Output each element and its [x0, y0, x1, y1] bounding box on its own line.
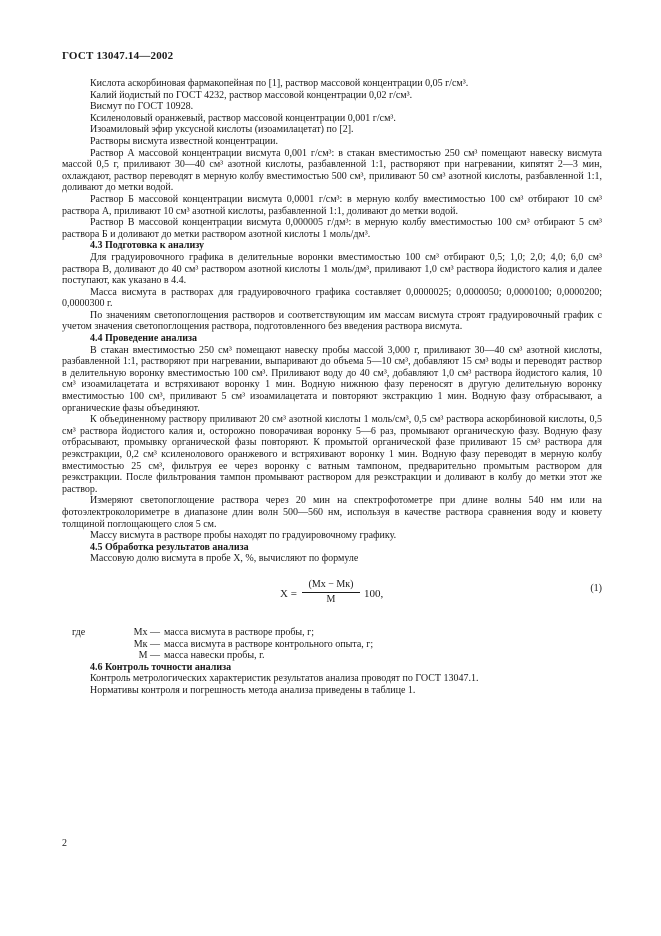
- formula-block: [62, 575, 602, 623]
- formula-lhs: X =: [280, 587, 297, 600]
- paragraph: Измеряют светопоглощение раствора через 20 мин на спектрофотометре при длине волны 540 нм или на фотоэлектроколориметре в диапазоне длин волн 500—560 нм, используя в качестве раствора сравнения воду и кювету толщиной поглощающего слоя 5 см.: [62, 495, 602, 530]
- reagent-line: Ксиленоловый оранжевый, раствор массовой концентрации 0,001 г/см³.: [90, 112, 396, 124]
- solution-b-paragraph: Раствор Б массовой концентрации висмута 0,0001 г/см³: в мерную колбу вместимостью 100 см³ отбирают 10 см³ раствора А, приливают 10 см³ азотной кислоты, разбавленной 1:1, доливают до метки водой.: [62, 193, 602, 217]
- document-page: [62, 50, 602, 697]
- formula-intro: Массовую долю висмута в пробе X, %, вычисляют по формуле: [90, 553, 359, 565]
- formula-legend: [62, 627, 602, 662]
- legend-text: масса навески пробы, г.: [164, 650, 265, 662]
- reagent-line: Висмут по ГОСТ 10928.: [90, 101, 194, 113]
- formula-fraction: [302, 579, 360, 605]
- paragraph: К объединенному раствору приливают 20 см³ азотной кислоты 1 моль/см³, 0,5 см³ раствора аскорбиновой кислоты, 0,5 см³ раствора йодистого калия и, осторожно поворачивая воронку 5—6 раз, промывают органическую фазу. Водную фазу отбрасывают, промывку органической фазы повторяют. К промытой органической фазе приливают 15 см³ раствора для реэкстракции, 0,2 см³ ксиленолового оранжевого и встряхивают воронку 1 мин. Водную фазу переводят в мерную колбу вместимостью 25 см³, фильтруя ее через воронку с ватным тампоном, предварительно промытым раствором для реэкстракции. После фильтрования тампон промывают раствором для реэкстракции и доливают в колбу до метки этот же раствор.: [62, 414, 602, 495]
- formula-numerator: (Mx − Mк): [302, 579, 360, 593]
- paragraph: Нормативы контроля и погрешность метода анализа приведены в таблице 1.: [90, 684, 416, 696]
- formula-factor: 100,: [364, 587, 384, 600]
- solution-c-paragraph: Раствор В массовой концентрации висмута 0,000005 г/дм³: в мерную колбу вместимостью 100 см³ отбирают 5 см³ раствора Б и доливают до метки раствором азотной кислоты 1 моль/дм³.: [62, 217, 602, 240]
- solution-a-paragraph: Раствор А массовой концентрации висмута 0,001 г/см³: в стакан вместимостью 250 см³ помещают навеску висмута массой 0,5 г, приливают 30—40 см³ азотной кислоты, разбавленной 1:1, растворяют при нагревании, кипятят 2—3 мин, охлаждают, раствор переводят в мерную колбу вместимостью 500 см³, приливают 50 см³ азотной кислоты, разбавленной 1:1, доливают до метки водой.: [62, 147, 602, 194]
- reagent-line: Кислота аскорбиновая фармакопейная по [1], раствор массовой концентрации 0,05 г/см³.: [90, 78, 469, 89]
- legend-lead: [62, 650, 124, 662]
- reagent-line: Растворы висмута известной концентрации.: [90, 135, 278, 147]
- paragraph: В стакан вместимостью 250 см³ помещают навеску пробы массой 3,000 г, приливают 30—40 см³ азотной кислоты, разбавленной 1:1, растворяют при нагревании, выпаривают до объема 5—10 см³, добавляют 15 см³ воды и переводят раствор в делительную воронку вместимостью 100 см³. Приливают воду до 40 см³, добавляют 1,0 см³ раствора йодистого калия, 10 см³ изоамилацетата и встряхивают воронку 1 мин. Водную нижнюю фазу переносят в другую делительную воронку вместимостью 100 см³, приливают 5 см³ изоамилацетата и повторяют экстракцию 1 мин. Водную фазу отбрасывают, а органические фазы объединяют.: [62, 344, 602, 414]
- reagent-line: Изоамиловый эфир уксусной кислоты (изоамилацетат) по [2].: [90, 124, 354, 136]
- legend-symbol: M —: [138, 650, 160, 662]
- legend-text: масса висмута в растворе пробы, г;: [164, 626, 315, 638]
- paragraph: Массу висмута в растворе пробы находят по градуировочному графику.: [90, 530, 397, 542]
- legend-text: масса висмута в растворе контрольного опыта, г;: [164, 638, 374, 650]
- legend-lead: где: [72, 626, 86, 638]
- legend-symbol: Mx —: [133, 626, 160, 638]
- section-heading-4-4: 4.4 Проведение анализа: [90, 333, 197, 345]
- formula-number: (1): [590, 582, 602, 594]
- page-header: ГОСТ 13047.14—2002: [62, 50, 174, 62]
- paragraph: Контроль метрологических характеристик результатов анализа проводят по ГОСТ 13047.1.: [90, 673, 479, 685]
- section-heading-4-5: 4.5 Обработка результатов анализа: [90, 541, 249, 553]
- section-heading-4-6: 4.6 Контроль точности анализа: [90, 661, 232, 673]
- formula-denominator: M: [326, 593, 336, 605]
- legend-symbol: Mк —: [133, 638, 160, 650]
- page-number: 2: [62, 838, 67, 849]
- reagent-line: Калий йодистый по ГОСТ 4232, раствор массовой концентрации 0,02 г/см³.: [90, 89, 413, 101]
- paragraph: Масса висмута в растворах для градуировочного графика составляет 0,0000025; 0,0000050; 0,0000100; 0,0000200; 0,0000300 г.: [62, 286, 602, 310]
- legend-lead: [62, 639, 124, 651]
- section-heading-4-3: 4.3 Подготовка к анализу: [90, 240, 205, 252]
- paragraph: Для градуировочного графика в делительные воронки вместимостью 100 см³ отбирают 0,5; 1,0; 2,0; 4,0; 6,0 см³ раствора В, доливают до 40 см³ раствором азотной кислоты 1 моль/дм³, приливают 1,0 см³ раствора йодистого калия и далее поступают, как указано в 4.4.: [62, 251, 602, 287]
- paragraph: По значениям светопоглощения растворов и соответствующим им массам висмута строят градуировочный график с учетом значения светопоглощения раствора, подготовленного без введения раствора висмута.: [62, 309, 602, 333]
